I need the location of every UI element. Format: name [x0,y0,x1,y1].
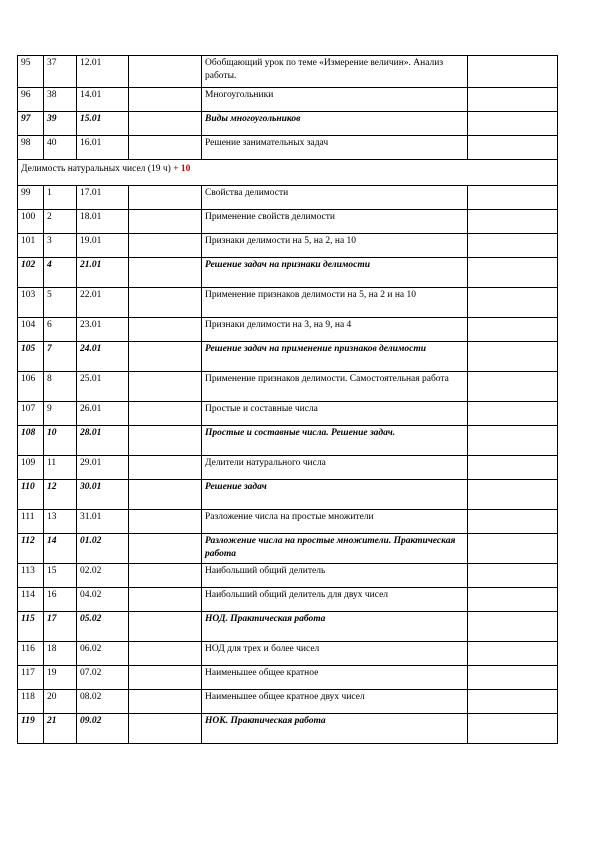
lesson-topic: Многоугольники [202,88,468,112]
topic-lesson-number: 21 [44,714,77,744]
lesson-number: 112 [18,534,44,564]
topic-lesson-number: 3 [44,234,77,258]
empty-cell [468,456,558,480]
table-row [18,258,558,288]
topic-lesson-number: 19 [44,666,77,690]
lesson-date: 25.01 [77,372,129,402]
lesson-topic: Разложение числа на простые множители [202,510,468,534]
lesson-date: 16.01 [77,136,129,160]
empty-cell [468,714,558,744]
lesson-number: 118 [18,690,44,714]
lesson-number: 107 [18,402,44,426]
empty-cell [129,258,202,288]
lesson-number: 95 [18,56,44,88]
lesson-date: 15.01 [77,112,129,136]
empty-cell [129,480,202,510]
lesson-number: 104 [18,318,44,342]
table-row [18,342,558,372]
lesson-date: 23.01 [77,318,129,342]
lesson-topic: Наибольший общий делитель [202,564,468,588]
topic-lesson-number: 6 [44,318,77,342]
table-row [18,456,558,480]
lesson-topic: Простые и составные числа. Решение задач. [202,426,468,456]
table-row [18,480,558,510]
table-row [18,534,558,564]
empty-cell [468,402,558,426]
table-row [18,666,558,690]
lesson-date: 19.01 [77,234,129,258]
lesson-date: 17.01 [77,186,129,210]
empty-cell [129,210,202,234]
lesson-topic: Наименьшее общее кратное [202,666,468,690]
topic-lesson-number: 9 [44,402,77,426]
lesson-number: 119 [18,714,44,744]
empty-cell [129,186,202,210]
lesson-date: 06.02 [77,642,129,666]
empty-cell [468,612,558,642]
empty-cell [129,714,202,744]
empty-cell [129,456,202,480]
lesson-number: 101 [18,234,44,258]
empty-cell [468,342,558,372]
lesson-number: 108 [18,426,44,456]
table-row [18,56,558,88]
lesson-date: 05.02 [77,612,129,642]
lesson-number: 96 [18,88,44,112]
lesson-date: 12.01 [77,56,129,88]
empty-cell [129,690,202,714]
topic-lesson-number: 37 [44,56,77,88]
lesson-number: 97 [18,112,44,136]
lesson-date: 14.01 [77,88,129,112]
lesson-topic: Наибольший общий делитель для двух чисел [202,588,468,612]
lesson-topic: Решение задач на признаки делимости [202,258,468,288]
table-row [18,112,558,136]
empty-cell [129,402,202,426]
lesson-date: 18.01 [77,210,129,234]
lesson-plan-page [17,55,557,744]
table-row [18,88,558,112]
lesson-topic: Применение свойств делимости [202,210,468,234]
lesson-topic: Обобщающий урок по теме «Измерение величин». Анализ работы. [202,56,468,88]
lesson-date: 01.02 [77,534,129,564]
empty-cell [468,88,558,112]
empty-cell [129,564,202,588]
topic-lesson-number: 14 [44,534,77,564]
lesson-date: 22.01 [77,288,129,318]
lesson-number: 110 [18,480,44,510]
empty-cell [468,534,558,564]
topic-lesson-number: 16 [44,588,77,612]
empty-cell [468,210,558,234]
topic-lesson-number: 40 [44,136,77,160]
lesson-number: 103 [18,288,44,318]
empty-cell [468,258,558,288]
lesson-topic: Решение задач [202,480,468,510]
empty-cell [468,666,558,690]
topic-lesson-number: 1 [44,186,77,210]
topic-lesson-number: 4 [44,258,77,288]
empty-cell [468,288,558,318]
section-heading [18,160,558,186]
lesson-topic: Решение занимательных задач [202,136,468,160]
empty-cell [129,234,202,258]
table-row [18,234,558,258]
lesson-plan-table [17,55,558,744]
table-row [18,288,558,318]
empty-cell [129,666,202,690]
lesson-topic: НОК. Практическая работа [202,714,468,744]
lesson-date: 04.02 [77,588,129,612]
empty-cell [468,642,558,666]
lesson-number: 113 [18,564,44,588]
table-row [18,318,558,342]
empty-cell [468,690,558,714]
topic-lesson-number: 11 [44,456,77,480]
lesson-date: 08.02 [77,690,129,714]
lesson-number: 115 [18,612,44,642]
empty-cell [129,588,202,612]
table-row [18,426,558,456]
topic-lesson-number: 10 [44,426,77,456]
lesson-date: 26.01 [77,402,129,426]
empty-cell [129,136,202,160]
topic-lesson-number: 5 [44,288,77,318]
empty-cell [129,426,202,456]
lesson-date: 24.01 [77,342,129,372]
lesson-topic: Делители натурального числа [202,456,468,480]
lesson-date: 21.01 [77,258,129,288]
section-row [18,160,558,186]
lesson-number: 111 [18,510,44,534]
lesson-topic: Применение признаков делимости на 5, на 2 и на 10 [202,288,468,318]
empty-cell [468,510,558,534]
lesson-number: 105 [18,342,44,372]
lesson-topic: Признаки делимости на 3, на 9, на 4 [202,318,468,342]
lesson-topic: Применение признаков делимости. Самостоятельная работа [202,372,468,402]
lesson-date: 02.02 [77,564,129,588]
lesson-number: 117 [18,666,44,690]
lesson-number: 106 [18,372,44,402]
empty-cell [129,56,202,88]
section-extra-hours: + 10 [173,164,191,174]
empty-cell [468,234,558,258]
lesson-topic: НОД для трех и более чисел [202,642,468,666]
lesson-topic: Наименьшее общее кратное двух чисел [202,690,468,714]
empty-cell [468,588,558,612]
table-row [18,642,558,666]
table-row [18,690,558,714]
empty-cell [468,564,558,588]
lesson-date: 07.02 [77,666,129,690]
empty-cell [468,112,558,136]
empty-cell [129,288,202,318]
topic-lesson-number: 17 [44,612,77,642]
lesson-date: 09.02 [77,714,129,744]
table-row [18,372,558,402]
table-row [18,510,558,534]
lesson-number: 114 [18,588,44,612]
empty-cell [468,318,558,342]
empty-cell [468,372,558,402]
lesson-number: 116 [18,642,44,666]
topic-lesson-number: 12 [44,480,77,510]
table-row [18,588,558,612]
lesson-topic: Решение задач на применение признаков делимости [202,342,468,372]
lesson-date: 29.01 [77,456,129,480]
table-row [18,714,558,744]
lesson-topic: НОД. Практическая работа [202,612,468,642]
empty-cell [129,112,202,136]
topic-lesson-number: 15 [44,564,77,588]
lesson-date: 28.01 [77,426,129,456]
empty-cell [129,642,202,666]
section-title: Делимость натуральных чисел (19 ч) [21,164,171,174]
lesson-number: 100 [18,210,44,234]
lesson-number: 109 [18,456,44,480]
empty-cell [129,342,202,372]
lesson-topic: Свойства делимости [202,186,468,210]
table-row [18,564,558,588]
empty-cell [129,612,202,642]
lesson-number: 98 [18,136,44,160]
empty-cell [129,318,202,342]
empty-cell [468,480,558,510]
empty-cell [129,88,202,112]
topic-lesson-number: 39 [44,112,77,136]
table-row [18,186,558,210]
lesson-date: 31.01 [77,510,129,534]
topic-lesson-number: 7 [44,342,77,372]
empty-cell [129,372,202,402]
lesson-number: 102 [18,258,44,288]
topic-lesson-number: 20 [44,690,77,714]
table-row [18,402,558,426]
lesson-topic: Разложение числа на простые множители. Практическая работа [202,534,468,564]
lesson-date: 30.01 [77,480,129,510]
empty-cell [468,186,558,210]
topic-lesson-number: 38 [44,88,77,112]
lesson-topic: Виды многоугольников [202,112,468,136]
lesson-number: 99 [18,186,44,210]
topic-lesson-number: 18 [44,642,77,666]
topic-lesson-number: 8 [44,372,77,402]
table-row [18,136,558,160]
topic-lesson-number: 2 [44,210,77,234]
empty-cell [468,56,558,88]
empty-cell [468,136,558,160]
table-row [18,612,558,642]
topic-lesson-number: 13 [44,510,77,534]
table-row [18,210,558,234]
empty-cell [129,534,202,564]
empty-cell [468,426,558,456]
lesson-topic: Простые и составные числа [202,402,468,426]
lesson-topic: Признаки делимости на 5, на 2, на 10 [202,234,468,258]
empty-cell [129,510,202,534]
